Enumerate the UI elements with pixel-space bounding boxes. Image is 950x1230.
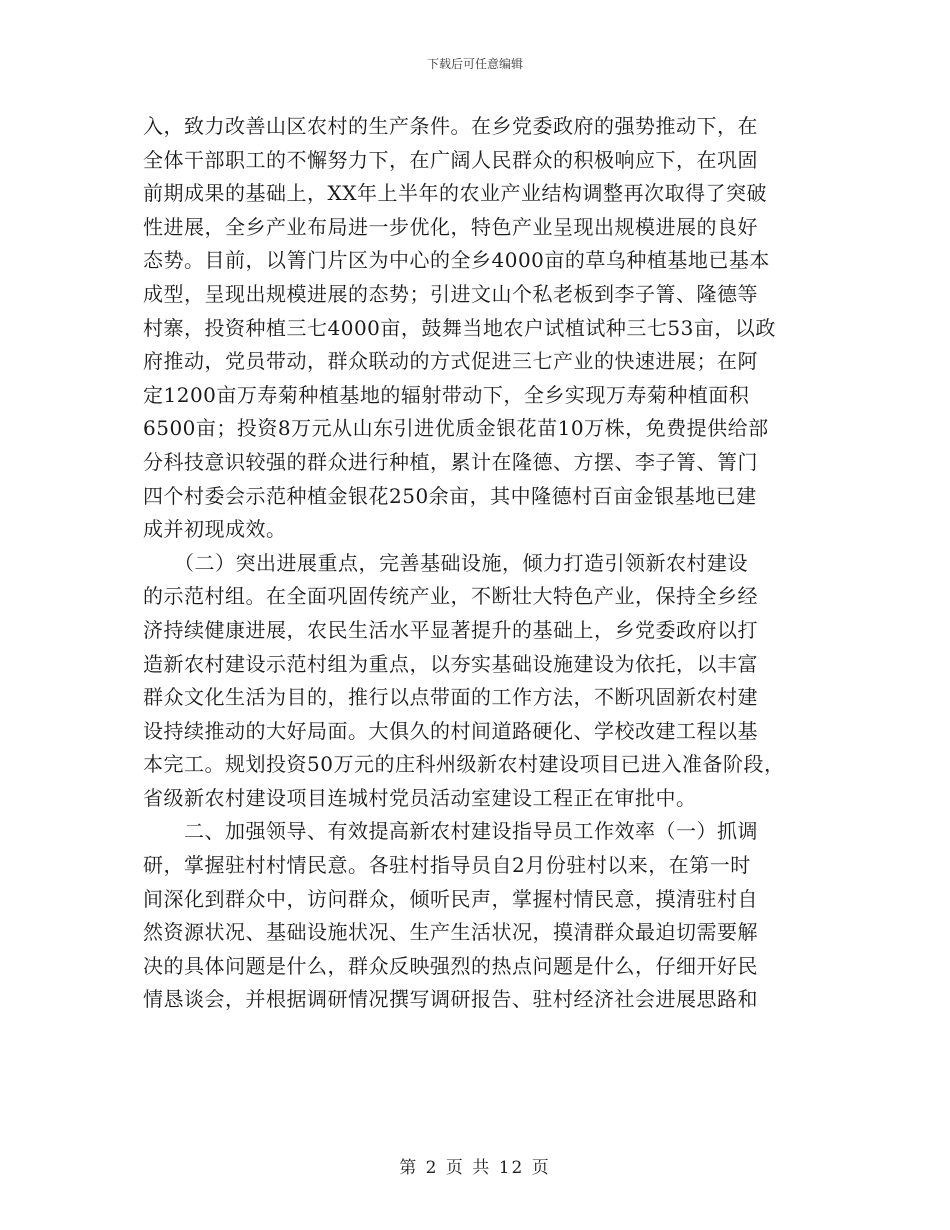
document-body xyxy=(143,110,808,1017)
text-line: 研，掌握驻村村情民意。各驻村指导员自2月份驻村以来，在第一时 xyxy=(143,853,751,878)
text-line: 全体干部职工的不懈努力下，在广阔人民群众的积极响应下，在巩固 xyxy=(143,147,758,172)
page-footer: 第 2 页 共 12 页 xyxy=(399,1158,551,1178)
text-line: 间深化到群众中，访问群众，倾听民声，掌握村情民意，摸清驻村自 xyxy=(143,886,758,911)
text-line: 成并初现成效。 xyxy=(143,517,287,542)
text-line: 村寨，投资种植三七4000亩，鼓舞当地农户试植试种三七53亩，以政 xyxy=(143,315,776,340)
text-line: 6500亩；投资8万元从山东引进优质金银花苗10万株，免费提供给部 xyxy=(143,416,769,441)
text-line: 成型，呈现出规模进展的态势；引进文山个私老板到李子箐、隆德等 xyxy=(143,281,758,306)
text-line: 分科技意识较强的群众进行种植，累计在隆德、方摆、李子箐、箐门 xyxy=(143,449,758,474)
text-line: 设持续推动的大好局面。大俱久的村间道路硬化、学校改建工程以基 xyxy=(143,718,758,743)
page-header: 下载后可任意编辑 xyxy=(426,57,523,71)
text-line: 四个村委会示范种植金银花250余亩，其中隆德村百亩金银基地已建 xyxy=(143,483,757,508)
text-line: 性进展，全乡产业布局进一步优化，特色产业呈现出规模进展的良好 xyxy=(143,214,758,239)
text-line: 本完工。规划投资50万元的庄科州级新农村建设项目已进入准备阶段， xyxy=(143,752,785,777)
text-line: 情恳谈会，并根据调研情况撰写调研报告、驻村经济社会进展思路和 xyxy=(143,987,758,1012)
text-line: 的示范村组。在全面巩固传统产业，不断壮大特色产业，保持全乡经 xyxy=(143,584,758,609)
text-line: 省级新农村建设项目连城村党员活动室建设工程正在审批中。 xyxy=(143,785,697,810)
text-line: 造新农村建设示范村组为重点，以夯实基础设施建设为依托，以丰富 xyxy=(143,651,758,676)
text-line: （二）突出进展重点，完善基础设施，倾力打造引领新农村建设 xyxy=(143,550,748,575)
text-line: 济持续健康进展，农民生活水平显著提升的基础上，乡党委政府以打 xyxy=(143,617,758,642)
text-line: 然资源状况、基础设施状况、生产生活状况，摸清群众最迫切需要解 xyxy=(143,920,758,945)
text-line: 态势。目前，以箐门片区为中心的全乡4000亩的草乌种植基地已基本 xyxy=(143,248,770,273)
text-line: 入，致力改善山区农村的生产条件。在乡党委政府的强势推动下，在 xyxy=(143,114,758,138)
text-line: 定1200亩万寿菊种植基地的辐射带动下，全乡实现万寿菊种植面积 xyxy=(143,382,750,407)
text-line: 决的具体问题是什么，群众反映强烈的热点问题是什么，仔细开好民 xyxy=(143,953,758,978)
text-line: 前期成果的基础上，XX年上半年的农业产业结构调整再次取得了突破 xyxy=(143,181,767,206)
text-line: 二、加强领导、有效提高新农村建设指导员工作效率（一）抓调 xyxy=(143,819,758,844)
text-line: 群众文化生活为目的，推行以点带面的工作方法，不断巩固新农村建 xyxy=(143,685,758,710)
text-line: 府推动，党员带动，群众联动的方式促进三七产业的快速进展；在阿 xyxy=(143,349,758,374)
